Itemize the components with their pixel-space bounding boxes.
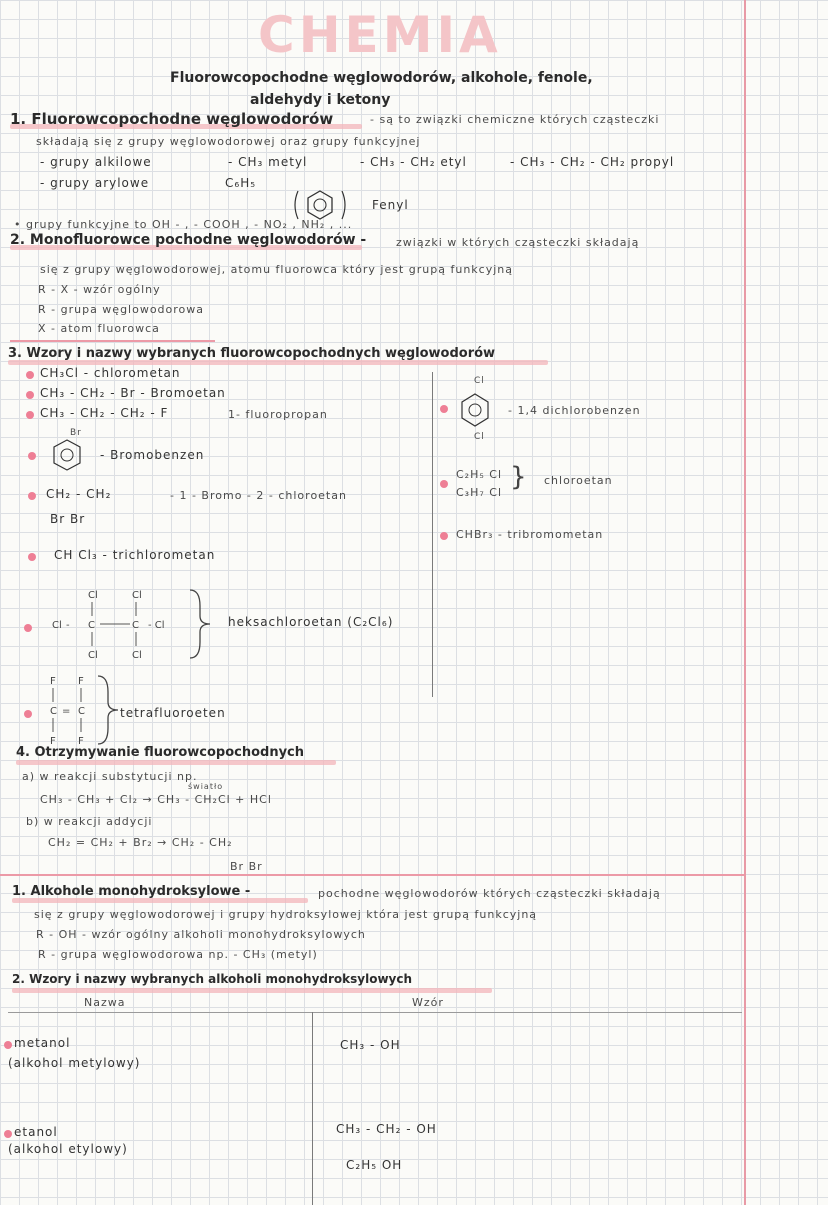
bullet bbox=[24, 710, 32, 718]
bullet bbox=[28, 492, 36, 500]
bullet bbox=[4, 1130, 12, 1138]
chloromethane: CH₃Cl - chlorometan bbox=[40, 366, 181, 380]
bullet bbox=[28, 452, 36, 460]
addition-product: Br Br bbox=[230, 860, 263, 873]
alcohols-line2: R - OH - wzór ogólny alkoholi monohydroksylowych bbox=[36, 928, 366, 941]
bullet bbox=[24, 624, 32, 632]
column-header-name: Nazwa bbox=[84, 996, 126, 1009]
propyl: - CH₃ - CH₂ - CH₂ propyl bbox=[510, 155, 675, 169]
svg-text:C: C bbox=[88, 620, 95, 631]
table-column-divider bbox=[312, 1012, 313, 1205]
alcohols-heading2: 2. Wzory i nazwy wybranych alkoholi monohydroksylowych bbox=[12, 972, 413, 986]
svg-text:C: C bbox=[132, 620, 139, 631]
svg-text:- Cl: - Cl bbox=[148, 620, 165, 631]
tetrafluoroethene: tetrafluoroeten bbox=[120, 706, 226, 720]
alcohols-line1: się z grupy węglowodorowej i grupy hydroksylowej która jest grupą funkcyjną bbox=[34, 908, 538, 921]
section2-line2: R - X - wzór ogólny bbox=[38, 283, 161, 296]
section1-def: - są to związki chemiczne których cząsteczki bbox=[370, 113, 660, 126]
table-row-name-alt: (alkohol metylowy) bbox=[8, 1056, 141, 1070]
fluoropropane-name: 1- fluoropropan bbox=[228, 408, 328, 421]
hexachloroethane-structure bbox=[50, 586, 220, 662]
bromo-chloroethane: - 1 - Bromo - 2 - chloroetan bbox=[170, 489, 347, 502]
phenyl: Fenyl bbox=[372, 198, 409, 212]
table-header-line bbox=[8, 1012, 742, 1013]
bromobenzene-ring-icon bbox=[50, 438, 84, 472]
bromobenzene: - Bromobenzen bbox=[100, 448, 205, 462]
addition-equation: CH₂ = CH₂ + Br₂ → CH₂ - CH₂ bbox=[48, 836, 233, 849]
svg-text:C: C bbox=[78, 706, 85, 717]
svg-text:Cl: Cl bbox=[132, 650, 142, 661]
bullet bbox=[26, 371, 34, 379]
alcohols-line3: R - grupa węglowodorowa np. - CH₃ (metyl) bbox=[38, 948, 318, 961]
table-row-formula: CH₃ - OH bbox=[340, 1038, 401, 1052]
fluoropropane-formula: CH₃ - CH₂ - CH₂ - F bbox=[40, 406, 169, 420]
tetrafluoroethene-structure bbox=[44, 672, 124, 748]
column-divider bbox=[432, 372, 433, 697]
section3-heading: 3. Wzory i nazwy wybranych fluorowcopochodnych węglowodorów bbox=[8, 346, 496, 361]
functional-groups: • grupy funkcyjne to OH - , - COOH , - NO₂ , NH₂ , ... bbox=[14, 218, 353, 231]
section2-def: związki w których cząsteczki składają bbox=[396, 236, 640, 249]
alcohols-def: pochodne węglowodorów których cząsteczki składają bbox=[318, 887, 661, 900]
margin-line bbox=[744, 0, 746, 1205]
svg-text:Cl: Cl bbox=[88, 590, 98, 601]
cl-label-top: Cl bbox=[474, 376, 485, 386]
svg-text:Cl: Cl bbox=[88, 650, 98, 661]
c2h5cl: C₂H₅ Cl bbox=[456, 468, 503, 481]
br-label: Br bbox=[70, 428, 82, 438]
divider bbox=[10, 340, 215, 342]
subtitle-line2: aldehydy i ketony bbox=[250, 92, 391, 108]
chloroethane: chloroetan bbox=[544, 474, 613, 487]
trichloromethane: CH Cl₃ - trichlorometan bbox=[54, 548, 216, 562]
c6h5: C₆H₅ bbox=[225, 176, 257, 190]
methyl: - CH₃ metyl bbox=[228, 155, 308, 169]
bullet bbox=[26, 411, 34, 419]
bullet bbox=[28, 553, 36, 561]
bullet bbox=[440, 532, 448, 540]
bullet bbox=[26, 391, 34, 399]
table-row-formula: CH₃ - CH₂ - OH bbox=[336, 1122, 437, 1136]
table-row-name: etanol bbox=[14, 1125, 58, 1139]
section1-def2: składają się z grupy węglowodorowej oraz grupy funkcyjnej bbox=[36, 135, 421, 148]
table-row-name: metanol bbox=[14, 1036, 71, 1050]
bromoethane: CH₃ - CH₂ - Br - Bromoetan bbox=[40, 386, 226, 400]
svg-text:-: - bbox=[66, 620, 70, 631]
alcohols-heading: 1. Alkohole monohydroksylowe - bbox=[12, 884, 251, 899]
alkyl-groups: - grupy alkilowe bbox=[40, 155, 152, 169]
addition-label: b) w reakcji addycji bbox=[26, 815, 153, 828]
dichlorobenzene: - 1,4 dichlorobenzen bbox=[508, 404, 641, 417]
svg-text:F: F bbox=[50, 676, 56, 687]
tribromomethane: CHBr₃ - tribromometan bbox=[456, 528, 604, 541]
section2-line3: R - grupa węglowodorowa bbox=[38, 303, 205, 316]
highlight bbox=[12, 988, 492, 993]
section1-heading: 1. Fluorowcopochodne węglowodorów bbox=[10, 110, 334, 128]
table-row-formula-alt: C₂H₅ OH bbox=[346, 1158, 403, 1172]
cl-label-bottom: Cl bbox=[474, 432, 485, 442]
page-title: CHEMIA bbox=[258, 6, 502, 64]
bullet bbox=[440, 405, 448, 413]
brace-icon: } bbox=[510, 462, 527, 492]
dichlorobenzene-ring-icon bbox=[458, 392, 492, 428]
substitution-equation: CH₃ - CH₃ + Cl₂ → CH₃ - CH₂Cl + HCl bbox=[40, 793, 272, 806]
svg-text:=: = bbox=[62, 706, 71, 717]
table-row-name-alt: (alkohol etylowy) bbox=[8, 1142, 128, 1156]
ethyl: - CH₃ - CH₂ etyl bbox=[360, 155, 467, 169]
column-header-formula: Wzór bbox=[412, 996, 444, 1009]
hexachloroethane: heksachloroetan (C₂Cl₆) bbox=[228, 615, 394, 629]
section-divider bbox=[0, 874, 744, 876]
substitution-label: a) w reakcji substytucji np. bbox=[22, 770, 198, 783]
section2-line4: X - atom fluorowca bbox=[38, 322, 160, 335]
section4-heading: 4. Otrzymywanie fluorowcopochodnych bbox=[16, 745, 305, 760]
section2-heading: 2. Monofluorowce pochodne węglowodorów - bbox=[10, 232, 367, 248]
bullet bbox=[4, 1041, 12, 1049]
phenyl-ring-icon bbox=[292, 188, 352, 222]
subtitle-line1: Fluorowcopochodne węglowodorów, alkohole, fenole, bbox=[170, 70, 593, 86]
bullet bbox=[440, 480, 448, 488]
svg-text:C: C bbox=[50, 706, 57, 717]
light-condition: światło bbox=[188, 782, 224, 791]
c3h7cl: C₃H₇ Cl bbox=[456, 486, 503, 499]
svg-text:Cl: Cl bbox=[132, 590, 142, 601]
dibromo-subst: Br Br bbox=[50, 512, 86, 526]
aryl-groups: - grupy arylowe bbox=[40, 176, 150, 190]
svg-text:F: F bbox=[78, 676, 84, 687]
section2-line1: się z grupy węglowodorowej, atomu fluorowca który jest grupą funkcyjną bbox=[40, 263, 513, 276]
svg-text:Cl: Cl bbox=[52, 620, 62, 631]
svg-text:F: F bbox=[78, 736, 84, 747]
highlight bbox=[16, 760, 336, 765]
dibromo-formula: CH₂ - CH₂ bbox=[46, 487, 112, 501]
svg-text:F: F bbox=[50, 736, 56, 747]
